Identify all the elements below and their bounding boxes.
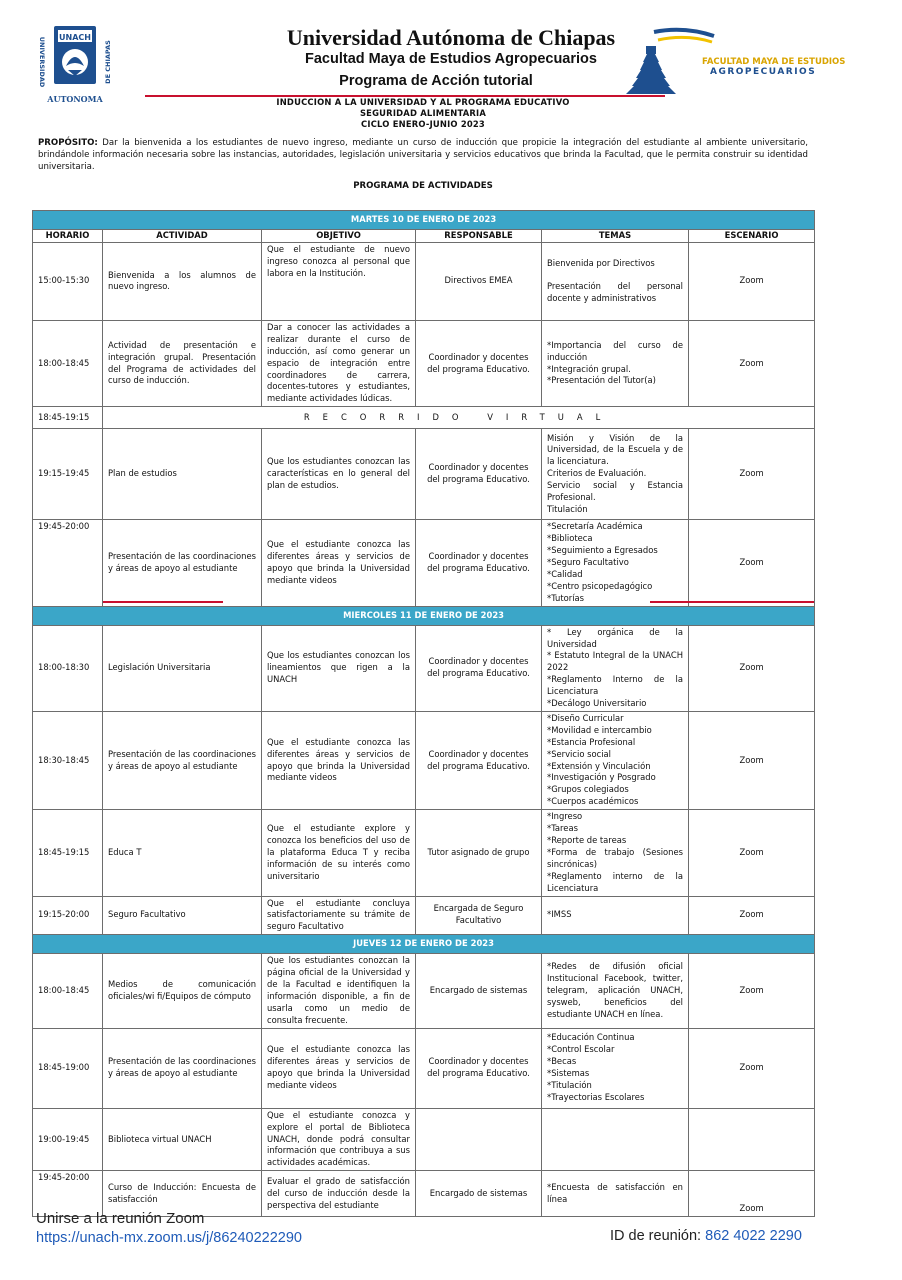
topic-item: *Decálogo Universitario: [547, 698, 647, 709]
row-venue: Zoom: [689, 242, 815, 320]
row-responsible: Coordinador y docentes del programa Educativo.: [416, 711, 542, 809]
row-virtual-tour: RECORRIDO VIRTUAL: [103, 407, 815, 429]
row-responsible: Coordinador y docentes del programa Educativo.: [416, 1028, 542, 1108]
topic-item: *Extensión y Vinculación: [547, 760, 651, 771]
row-activity: Biblioteca virtual UNACH: [103, 1108, 262, 1171]
row-topics: [542, 520, 689, 606]
topic-item: *Diseño Curricular: [547, 712, 624, 723]
row-topics: [542, 896, 689, 935]
zoom-link[interactable]: https://unach-mx.zoom.us/j/86240222290: [36, 1230, 302, 1246]
unach-logo-badge: UNACH: [59, 33, 91, 42]
subtitle-induccion: INDUCCION A LA UNIVERSIDAD Y AL PROGRAMA EDUCATIVO: [276, 97, 570, 107]
topic-item: *Encuesta de satisfacción en línea: [547, 1181, 683, 1204]
column-header-actividad: ACTIVIDAD: [103, 230, 262, 243]
schedule-row: [33, 896, 815, 935]
topic-item: *Reporte de tareas: [547, 835, 627, 845]
row-venue: [689, 1108, 815, 1171]
document-header: [0, 0, 846, 110]
row-objective: Que los estudiantes conozcan la página oficial de la Universidad y de la Facultad e identifiquen la información disponible, a fin de usarla como un medio de consulta frecuente.: [262, 954, 416, 1028]
schedule-row: [33, 407, 815, 429]
row-activity: Presentación de las coordinaciones y áreas de apoyo al estudiante: [103, 520, 262, 606]
row-objective: Que el estudiante conozca y explore el portal de Biblioteca UNACH, donde podrá consultar información que contribuya a sus actividades académicas.: [262, 1108, 416, 1171]
row-activity: Bienvenida a los alumnos de nuevo ingreso.: [103, 242, 262, 320]
row-objective: Que el estudiante explore y conozca los beneficios del uso de la plataforma Educa T y reciba información de su interés como universitario: [262, 810, 416, 896]
row-objective: Que el estudiante conozca las diferentes áreas y servicios de apoyo que brinda la Universidad mediante videos: [262, 711, 416, 809]
row-activity: Seguro Facultativo: [103, 896, 262, 935]
row-venue: Zoom: [689, 320, 815, 406]
topic-item: *Redes de difusión oficial Institucional Facebook, twitter, telegram, aplicación UNACH, sysweb, beneficios del estudiante UNACH en línea.: [547, 961, 683, 1019]
faculty-logo-line2: AGROPECUARIOS: [710, 67, 817, 77]
column-header-temas: TEMAS: [542, 230, 689, 243]
row-topics: [542, 1108, 689, 1171]
topic-item: Presentación del personal docente y administrativos: [547, 281, 683, 304]
day-header-row: [33, 935, 815, 954]
topic-item: Bienvenida por Directivos: [547, 257, 655, 268]
topic-item: Misión y Visión de la Universidad, de la Escuela y de la licenciatura.: [547, 432, 683, 467]
row-venue: Zoom: [689, 954, 815, 1028]
meeting-id: [610, 1228, 802, 1244]
row-objective: Dar a conocer las actividades a realizar durante el curso de inducción, así como generar un espacio de integración entre coordinadores de carrera, docentes-tutores y estudiantes, mediante actividades lúdicas.: [262, 320, 416, 406]
topic-item: *Sistemas: [547, 1068, 590, 1079]
row-activity: Actividad de presentación e integración grupal. Presentación del Programa de actividades del curso de inducción.: [103, 320, 262, 406]
row-venue: Zoom: [689, 1028, 815, 1108]
unach-logo-right-text: DE CHIAPAS: [104, 40, 112, 84]
row-venue: Zoom: [689, 896, 815, 935]
row-venue: Zoom: [689, 520, 815, 606]
decorative-red-mark: [103, 601, 223, 603]
topic-item: *Importancia del curso de inducción: [547, 339, 683, 362]
row-objective: Que el estudiante conozca las diferentes áreas y servicios de apoyo que brinda la Universidad mediante videos: [262, 520, 416, 606]
schedule-row: [33, 242, 815, 320]
day-header-row: [33, 211, 815, 230]
schedule-row: [33, 1108, 815, 1171]
topic-item: *Tutorías: [547, 592, 585, 603]
row-topics: [542, 320, 689, 406]
row-time: 18:30-18:45: [33, 711, 103, 809]
schedule-row: [33, 320, 815, 406]
program-title: Programa de Acción tutorial: [339, 73, 533, 89]
topic-item: *Estancia Profesional: [547, 736, 636, 747]
topic-item: *Seguimiento a Egresados: [547, 545, 658, 556]
topic-item: *Grupos colegiados: [547, 784, 629, 795]
topic-item: [547, 270, 683, 282]
day-title: JUEVES 12 DE ENERO DE 2023: [33, 935, 815, 954]
topic-item: *Trayectorias Escolares: [547, 1092, 645, 1102]
topic-item: * Ley orgánica de la Universidad: [547, 626, 683, 649]
faculty-logo: [624, 24, 846, 96]
row-venue: Zoom: [689, 711, 815, 809]
row-time: 19:45-20:00: [33, 520, 103, 606]
row-responsible: Coordinador y docentes del programa Educativo.: [416, 520, 542, 606]
column-header-row: [33, 230, 815, 243]
row-objective: Que los estudiantes conozcan los lineamientos que rigen a la UNACH: [262, 625, 416, 711]
topic-item: *Titulación: [547, 1080, 592, 1091]
row-venue: Zoom: [689, 1171, 815, 1217]
row-responsible: Directivos EMEA: [416, 242, 542, 320]
row-venue: Zoom: [689, 810, 815, 896]
row-responsible: Coordinador y docentes del programa Educativo.: [416, 320, 542, 406]
row-responsible: [416, 1108, 542, 1171]
row-time: 15:00-15:30: [33, 242, 103, 320]
row-topics: [542, 1171, 689, 1217]
row-responsible: Encargado de sistemas: [416, 1171, 542, 1217]
topic-item: *Becas: [547, 1056, 577, 1067]
column-header-horario: HORARIO: [33, 230, 103, 243]
row-objective: Que los estudiantes conozcan las características en lo general del plan de estudios.: [262, 429, 416, 520]
row-topics: [542, 1028, 689, 1108]
topic-item: Criterios de Evaluación.: [547, 468, 647, 479]
day-title: MARTES 10 DE ENERO DE 2023: [33, 211, 815, 230]
row-time: 19:45-20:00: [33, 1171, 103, 1217]
subtitle-program: SEGURIDAD ALIMENTARIA: [359, 108, 487, 118]
row-time: 18:00-18:45: [33, 954, 103, 1028]
row-objective: Que el estudiante conozca las diferentes áreas y servicios de apoyo que brinda la Universidad mediante videos: [262, 1028, 416, 1108]
topic-item: *Cuerpos académicos: [547, 796, 639, 807]
unach-logo-top-text: UNIVERSIDAD: [38, 36, 46, 88]
row-objective: Evaluar el grado de satisfacción del curso de inducción desde la perspectiva del estudiante: [262, 1171, 416, 1217]
faculty-logo-line1: FACULTAD MAYA DE ESTUDIOS: [702, 57, 846, 67]
row-time: 18:45-19:00: [33, 1028, 103, 1108]
row-responsible: Coordinador y docentes del programa Educativo.: [416, 429, 542, 520]
zoom-join-label: Unirse a la reunión Zoom: [36, 1210, 205, 1227]
schedule-row: [33, 810, 815, 896]
topic-item: *Movilidad e intercambio: [547, 724, 652, 735]
schedule-row: [33, 429, 815, 520]
row-activity: Presentación de las coordinaciones y áreas de apoyo al estudiante: [103, 1028, 262, 1108]
schedule-row: [33, 625, 815, 711]
row-venue: Zoom: [689, 429, 815, 520]
row-topics: [542, 429, 689, 520]
row-topics: [542, 954, 689, 1028]
row-time: 19:15-19:45: [33, 429, 103, 520]
meeting-id-value: 862 4022 2290: [705, 1228, 802, 1244]
topic-item: *Educación Continua: [547, 1032, 635, 1043]
row-time: 18:45-19:15: [33, 810, 103, 896]
purpose-text: Dar la bienvenida a los estudiantes de nuevo ingreso, mediante un curso de inducción que propicie la integración del estudiante al ambiente universitario, brindándole información necesaria sobre las instancias, autoridades, legislación universitaria y servicios educativos que brinda la Facultad, que le permita construir su identidad universitaria.: [38, 138, 808, 173]
row-activity: Legislación Universitaria: [103, 625, 262, 711]
meeting-id-label: ID de reunión:: [610, 1228, 702, 1244]
row-topics: [542, 625, 689, 711]
schedule-row: [33, 954, 815, 1028]
column-header-responsable: RESPONSABLE: [416, 230, 542, 243]
schedule-table: [32, 210, 815, 1217]
topic-item: *Reglamento Interno de la Licenciatura: [547, 674, 683, 697]
row-activity: Presentación de las coordinaciones y áreas de apoyo al estudiante: [103, 711, 262, 809]
schedule-row: [33, 520, 815, 606]
topic-item: *Reglamento interno de la Licenciatura: [547, 870, 683, 893]
topic-item: *Centro psicopedagógico: [547, 580, 653, 591]
row-objective: Que el estudiante de nuevo ingreso conozca al personal que labora en la Institución.: [262, 242, 416, 320]
topic-item: * Estatuto Integral de la UNACH 2022: [547, 650, 683, 673]
topic-item: *Ingreso: [547, 811, 583, 822]
row-activity: Plan de estudios: [103, 429, 262, 520]
subtitle-cycle: CICLO ENERO-JUNIO 2023: [361, 119, 485, 129]
row-activity: Educa T: [103, 810, 262, 896]
topic-item: *Biblioteca: [547, 533, 593, 544]
purpose-label: PROPÓSITO:: [38, 138, 98, 148]
schedule-row: [33, 1028, 815, 1108]
row-responsible: Encargado de sistemas: [416, 954, 542, 1028]
row-time: 18:00-18:30: [33, 625, 103, 711]
day-title: MIERCOLES 11 DE ENERO DE 2023: [33, 606, 815, 625]
topic-item: *Secretaría Académica: [547, 521, 643, 532]
activities-heading: PROGRAMA DE ACTIVIDADES: [353, 181, 493, 191]
topic-item: *Tareas: [547, 823, 578, 834]
row-topics: [542, 242, 689, 320]
row-responsible: Coordinador y docentes del programa Educativo.: [416, 625, 542, 711]
schedule-row: [33, 711, 815, 809]
row-activity: Medios de comunicación oficiales/wi fi/Equipos de cómputo: [103, 954, 262, 1028]
row-time: 19:00-19:45: [33, 1108, 103, 1171]
topic-item: *Calidad: [547, 568, 583, 579]
topic-item: *Servicio social: [547, 748, 611, 759]
topic-item: Titulación: [547, 504, 588, 515]
purpose-paragraph: [38, 137, 808, 174]
row-venue: Zoom: [689, 625, 815, 711]
day-header-row: [33, 606, 815, 625]
faculty-title: Facultad Maya de Estudios Agropecuarios: [305, 51, 597, 67]
topic-item: *Seguro Facultativo: [547, 556, 629, 567]
row-responsible: Encargada de Seguro Facultativo: [416, 896, 542, 935]
decorative-red-mark: [650, 601, 814, 603]
row-topics: [542, 810, 689, 896]
topic-item: *IMSS: [547, 909, 572, 920]
column-header-objetivo: OBJETIVO: [262, 230, 416, 243]
column-header-escenario: ESCENARIO: [689, 230, 815, 243]
topic-item: *Investigación y Posgrado: [547, 772, 656, 783]
row-time: 19:15-20:00: [33, 896, 103, 935]
topic-item: *Control Escolar: [547, 1044, 615, 1055]
unach-logo-bottom-text: AUTONOMA: [47, 94, 103, 104]
university-title: Universidad Autónoma de Chiapas: [286, 25, 616, 50]
row-topics: [542, 711, 689, 809]
topic-item: *Presentación del Tutor(a): [547, 375, 656, 386]
topic-item: *Integración grupal.: [547, 363, 631, 374]
topic-item: *Forma de trabajo (Sesiones sincrónicas): [547, 846, 683, 869]
row-time: 18:00-18:45: [33, 320, 103, 406]
topic-item: Servicio social y Estancia Profesional.: [547, 480, 683, 503]
row-time: 18:45-19:15: [33, 407, 103, 429]
row-objective: Que el estudiante concluya satisfactoriamente su trámite de seguro Facultativo: [262, 896, 416, 935]
row-activity: Curso de Inducción: Encuesta de satisfacción: [103, 1171, 262, 1217]
row-responsible: Tutor asignado de grupo: [416, 810, 542, 896]
